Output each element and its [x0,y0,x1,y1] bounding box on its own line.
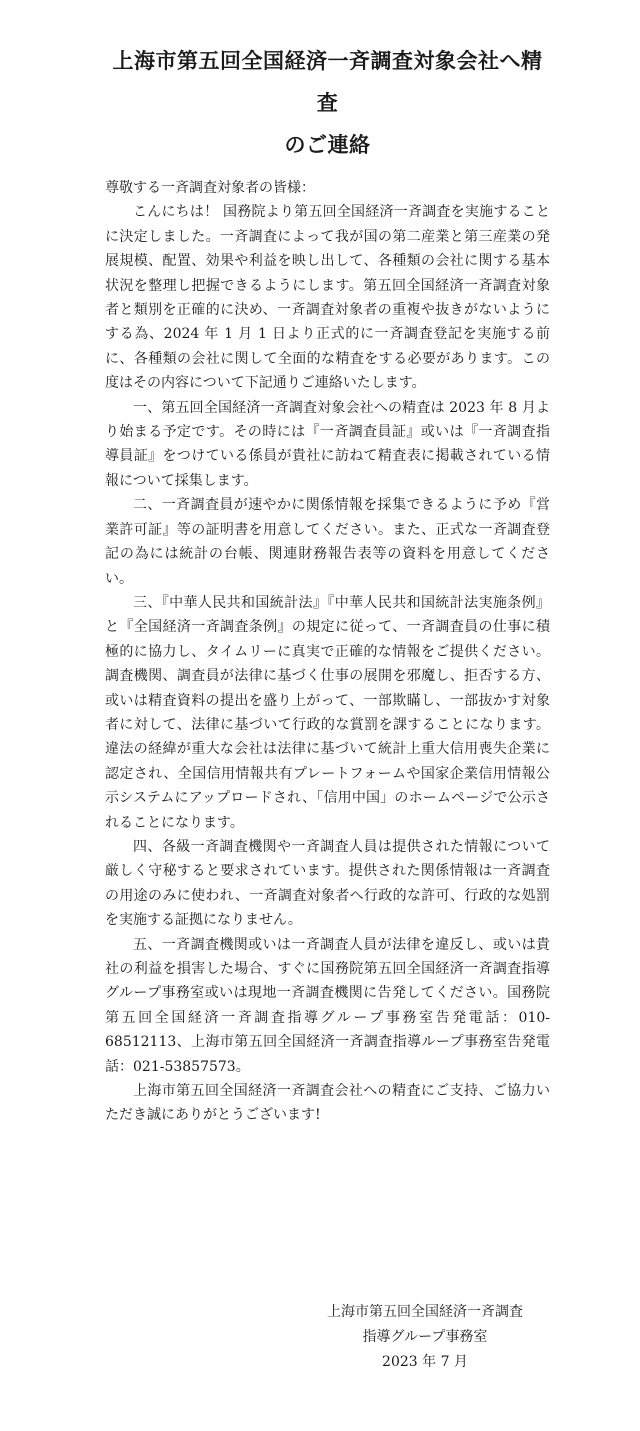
paragraph-item-3: 三、『中華人民共和国統計法』『中華人民共和国統計法実施条例』と『全国経済一斉調査条例』の規定に従って、一斉調査員の仕事に積極的に協力し、タイムリーに真実で正確的な情報をご提供ください。調査機関、調査員が法律に基づく仕事の展開を邪魔し、拒否する方、或いは精査資料の提出を盛り上がって、一部欺瞞し、一部抜かす対象者に対して、法律に基づいて行政的な賞罰を課することになります。違法の経緯が重大な会社は法律に基づいて統計上重大信用喪失企業に認定され、全国信用情報共有プレートフォームや国家企業信用情報公示システムにアップロードされ、「信用中国」のホームページで公示されることになります。 [105,594,550,831]
paragraph-item-2: 二、一斉調査員が速やかに関係情報を採集できるように予め『営業許可証』等の証明書を用意してください。また、正式な一斉調査登記の為には統計の台帳、関連財務報告表等の資料を用意してください。 [105,497,550,587]
paragraph-intro: こんにちは！ 国務院より第五回全国経済一斉調査を実施することに決定しました。一斉調査によって我が国の第二産業と第三産業の発展規模、配置、効果や利益を映し出して、各種類の会社に関する基本状況を整理し把握できるようにします。第五回全国経済一斉調査対象者と類別を正確的に決め、一斉調査対象者の重複や抜きがないようにする為、2024 年 1 月 1 日より正式的に一斉調査登記を実施する前に、各種類の会社に関して全面的な精査をする必要があります。この度はその内容について下記通りご連絡いたします。 [105,204,550,392]
paragraph-item-5: 五、一斉調査機関或いは一斉調査人員が法律を違反し、或いは貴社の利益を損害した場合、すぐに国務院第五回全国経済一斉調査指導グループ事務室或いは現地一斉調査機関に告発してください。国務院第五回全国経済一斉調査指導グループ事務室告発電話：010-68512113、上海市第五回全国経済一斉調査指導ループ事務室告発電話：021-53857573。 [105,936,550,1075]
signature-date: 2023 年 7 月 [382,1354,468,1370]
signature-org-line-1: 上海市第五回全国経済一斉調査 [327,1304,523,1320]
signature-block [315,1300,535,1375]
page-title: 上海市第五回全国経済一斉調査対象会社へ精査 のご連絡 [112,49,543,157]
paragraph-item-1: 一、第五回全国経済一斉調査対象会社への精査は 2023 年 8 月より始まる予定です。その時には『一斉調査員証』或いは『一斉調査指導員証』をつけている係員が貴社に訪ねて精査表に掲載されている情報について採集します。 [105,399,550,489]
salutation: 尊敬する一斉調査対象者の皆様： [105,180,315,196]
paragraph-closing: 上海市第五回全国経済一斉調査会社への精査にご支持、ご協力いただき誠にありがとうございます! [105,1083,550,1124]
paragraph-item-4: 四、各級一斉調査機関や一斉調査人員は提供された情報について厳しく守秘すると要求されています。提供された関係情報は一斉調査の用途のみに使われ、一斉調査対象者へ行政的な許可、行政的な処罰を実施する証拠になりません。 [105,838,550,929]
signature-org-line-2: 指導グループ事務室 [362,1329,488,1345]
notice-body [105,176,550,1128]
